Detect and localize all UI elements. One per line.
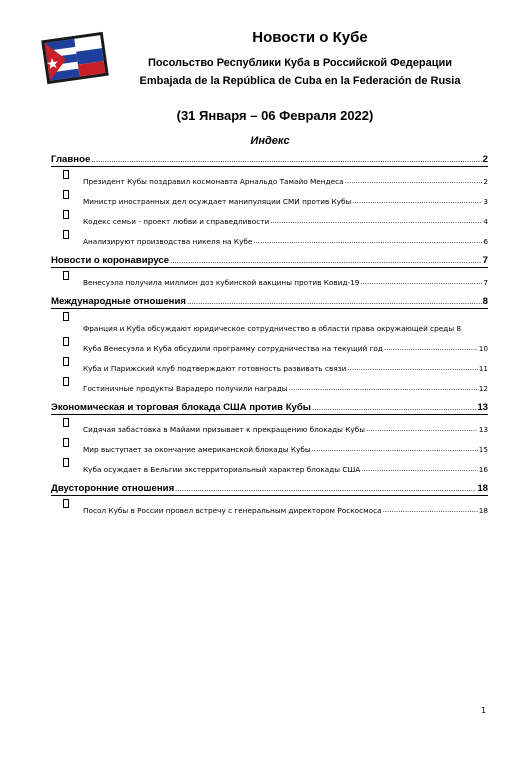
toc-page-number: 8 — [482, 296, 488, 307]
page-number: 1 — [481, 706, 487, 715]
bullet-icon — [63, 190, 69, 199]
table-of-contents — [51, 146, 488, 516]
bullet-icon — [63, 438, 69, 447]
toc-page-number: 4 — [483, 217, 488, 226]
bullet-icon — [63, 499, 69, 508]
bullet-icon — [63, 271, 69, 280]
dot-leader — [384, 343, 478, 354]
toc-page-number: 18 — [478, 506, 488, 515]
dot-leader — [91, 153, 481, 166]
embassy-name-es: Embajada de la República de Cuba en la Federación de Rusia — [139, 75, 461, 87]
dot-leader — [289, 383, 478, 394]
dot-leader — [270, 216, 482, 227]
toc-section[interactable] — [51, 150, 488, 167]
toc-item-text: Сидячая забастовка в Майами призывает к прекращению блокады Кубы — [83, 425, 365, 434]
toc-item-text: Куба осуждает в Бельгии экстерриториальный характер блокады США — [83, 465, 361, 474]
toc-item-text: Куба и Парижский клуб подтверждают готовность развивать связи — [83, 364, 347, 373]
toc-section[interactable] — [51, 251, 488, 268]
toc-item-text: Министр иностранных дел осуждает манипуляции СМИ против Кубы — [83, 197, 352, 206]
dot-leader — [253, 236, 482, 247]
toc-item[interactable] — [51, 418, 488, 435]
dot-leader — [383, 505, 478, 516]
bullet-icon — [63, 230, 69, 239]
toc-section-title: Международные отношения — [51, 296, 186, 307]
toc-page-number: 7 — [483, 278, 488, 287]
dot-leader — [170, 254, 482, 267]
document-title: Новости о Кубе — [252, 29, 368, 46]
toc-page-number: 13 — [478, 425, 488, 434]
toc-item[interactable] — [51, 377, 488, 394]
toc-section[interactable] — [51, 398, 488, 415]
bullet-icon — [63, 312, 69, 321]
toc-page-number: 2 — [483, 177, 488, 186]
dot-leader — [187, 295, 482, 308]
dot-leader — [345, 176, 483, 187]
toc-item-text: Кодекс семьи - проект любви и справедливости — [83, 217, 270, 226]
bullet-icon — [63, 210, 69, 219]
toc-item[interactable] — [51, 499, 488, 516]
dot-leader — [312, 401, 476, 414]
bullet-icon — [63, 377, 69, 386]
toc-item-text: Посол Кубы в России провел встречу с генеральным директором Роскосмоса — [83, 506, 382, 515]
toc-item[interactable] — [51, 271, 488, 288]
dot-leader — [347, 363, 477, 374]
dot-leader — [360, 277, 482, 288]
bullet-icon — [63, 418, 69, 427]
toc-page-number: 15 — [478, 445, 488, 454]
dot-leader — [352, 196, 482, 207]
dot-leader — [312, 444, 478, 455]
cuba-russia-flag-logo — [38, 30, 112, 86]
bullet-icon — [63, 170, 69, 179]
toc-page-number: 16 — [478, 465, 488, 474]
toc-section-title: Экономическая и торговая блокада США против Кубы — [51, 402, 312, 413]
toc-item-text: Венесуэла получила миллион доз кубинской вакцины против Ковид-19 — [83, 278, 360, 287]
toc-section-title: Двусторонние отношения — [51, 483, 175, 494]
toc-page-number: 6 — [483, 237, 488, 246]
toc-page-number: 13 — [477, 402, 488, 413]
toc-item[interactable] — [51, 190, 488, 207]
bullet-icon — [63, 337, 69, 346]
dot-leader — [175, 482, 476, 495]
toc-item[interactable] — [51, 438, 488, 455]
toc-item-text: Франция и Куба обсуждают юридическое сотрудничество в области права окружающей среды 8 — [83, 324, 462, 333]
toc-section-title: Новости о коронавирусе — [51, 255, 170, 266]
toc-item-text: Президент Кубы поздравил космонавта Арнальдо Тамайо Мендеса — [83, 177, 344, 186]
toc-page-number: 12 — [478, 384, 488, 393]
toc-item[interactable] — [51, 210, 488, 227]
toc-section[interactable] — [51, 479, 488, 496]
toc-item[interactable] — [51, 357, 488, 374]
toc-item[interactable] — [51, 230, 488, 247]
toc-item-text: Мир выступает за окончание американской блокады Кубы — [83, 445, 311, 454]
toc-item[interactable] — [51, 458, 488, 475]
toc-page-number: 10 — [478, 344, 488, 353]
toc-item[interactable] — [51, 312, 488, 334]
dot-leader — [366, 424, 478, 435]
toc-item-text: Анализируют производства никеля на Кубе — [83, 237, 253, 246]
toc-item[interactable] — [51, 337, 488, 354]
date-range: (31 Января – 06 Февраля 2022) — [176, 108, 374, 123]
toc-item-text: Гостиничные продукты Варадеро получили награды — [83, 384, 288, 393]
bullet-icon — [63, 458, 69, 467]
toc-page-number: 18 — [477, 483, 488, 494]
toc-item[interactable] — [51, 170, 488, 187]
toc-page-number: 2 — [482, 154, 488, 165]
toc-item-text: Куба Венесуэла и Куба обсудили программу сотрудничества на текущий год — [83, 344, 383, 353]
toc-page-number: 11 — [478, 364, 488, 373]
toc-section[interactable] — [51, 292, 488, 309]
embassy-name-ru: Посольство Республики Куба в Российской Федерации — [148, 57, 452, 69]
toc-section-title: Главное — [51, 154, 91, 165]
toc-page-number: 3 — [483, 197, 488, 206]
index-heading: Индекс — [250, 135, 290, 147]
dot-leader — [361, 464, 477, 475]
bullet-icon — [63, 357, 69, 366]
toc-page-number: 7 — [482, 255, 488, 266]
